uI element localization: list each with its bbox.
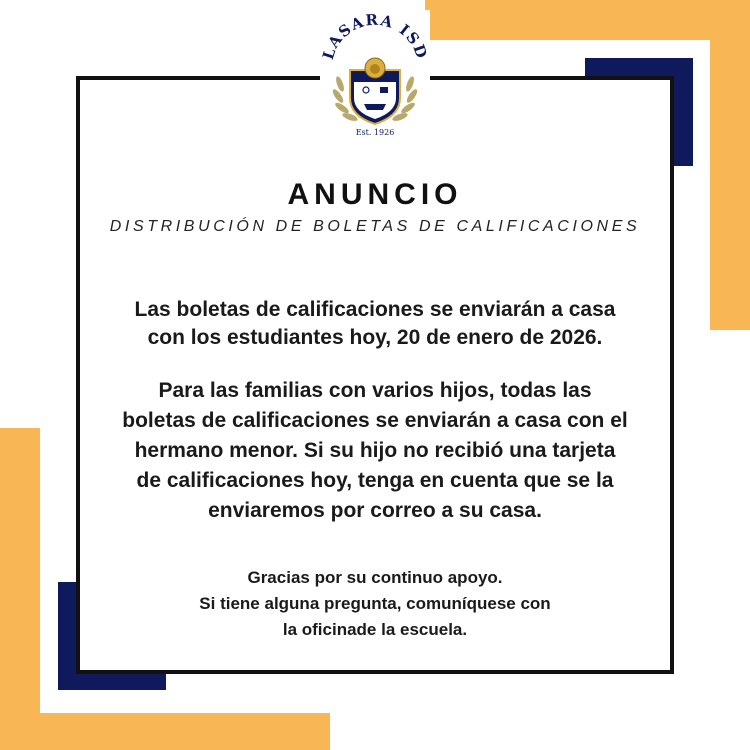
paragraph-families (86, 376, 664, 526)
orange-frame-bottom (0, 713, 330, 750)
paragraph-line: Para las familias con varios hijos, todas las (158, 379, 592, 402)
closing-message (86, 565, 664, 643)
svg-text:Est. 1926: Est. 1926 (355, 128, 395, 137)
announcement-title: ANUNCIO (287, 178, 463, 211)
paragraph-line: boletas de calificaciones se enviarán a casa con el (122, 409, 628, 432)
paragraph-line: Las boletas de calificaciones se enviarán a casa (134, 298, 616, 321)
school-crest-icon (320, 10, 430, 138)
orange-frame-left (0, 428, 40, 750)
svg-text:LASARA ISD: LASARA ISD (320, 10, 430, 62)
paragraph-line: enviaremos por correo a su casa. (208, 499, 542, 522)
closing-line: Si tiene alguna pregunta, comuníquese con (199, 594, 551, 613)
paragraph-line: de calificaciones hoy, tenga en cuenta que se la (136, 469, 614, 492)
closing-line: Gracias por su continuo apoyo. (247, 568, 503, 587)
school-logo (320, 10, 430, 138)
paragraph-report-cards (86, 296, 664, 352)
paragraph-line: hermano menor. Si su hijo no recibió una tarjeta (134, 439, 616, 462)
announcement-subtitle: DISTRIBUCIÓN DE BOLETAS DE CALIFICACIONES (109, 218, 641, 235)
orange-frame-top (425, 0, 750, 40)
orange-frame-right (710, 0, 750, 330)
paragraph-line: con los estudiantes hoy, 20 de enero de 2026. (147, 326, 603, 349)
closing-line: la oficinade la escuela. (282, 620, 468, 639)
